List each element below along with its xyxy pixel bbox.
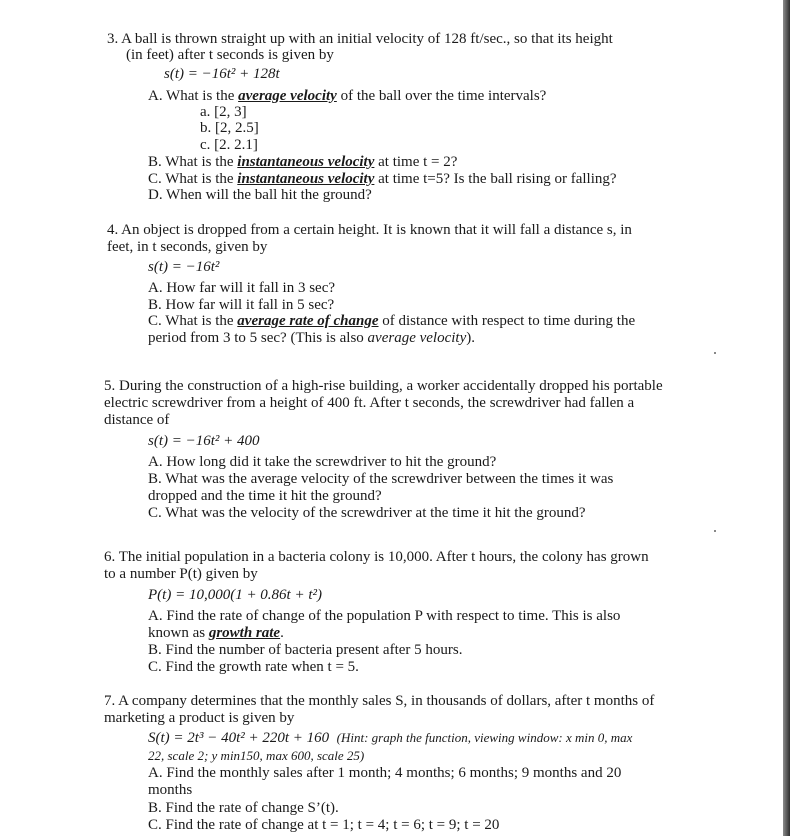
problem-3-interval-a: a. [2, 3] xyxy=(200,104,247,120)
problem-7-intro: 7. A company determines that the monthly sales S, in thousands of dollars, after t months of xyxy=(104,693,655,709)
problem-7-question-a: A. Find the monthly sales after 1 month; 4 months; 6 months; 9 months and 20 xyxy=(148,765,622,781)
problem-7-hint: (Hint: graph the function, viewing window: x min 0, max xyxy=(336,730,633,745)
problem-3-equation: s(t) = −16t² + 128t xyxy=(164,66,280,82)
problem-6-intro-cont: to a number P(t) given by xyxy=(104,566,258,582)
problem-7-intro-cont: marketing a product is given by xyxy=(104,710,295,726)
problem-5-equation: s(t) = −16t² + 400 xyxy=(148,433,260,449)
term-instantaneous-velocity: instantaneous velocity xyxy=(237,154,375,170)
problem-4-intro-cont: feet, in t seconds, given by xyxy=(107,239,268,255)
problem-3-question-a: A. What is the average velocity of the ball over the time intervals? xyxy=(148,88,547,104)
problem-3-interval-c: c. [2. 2.1] xyxy=(200,137,258,153)
problem-4-intro: 4. An object is dropped from a certain height. It is known that it will fall a distance s, in xyxy=(107,222,632,238)
problem-5-question-b: B. What was the average velocity of the screwdriver between the times it was xyxy=(148,471,614,487)
problem-5-intro-cont-2: distance of xyxy=(104,412,170,428)
problem-5-intro: 5. During the construction of a high-rise building, a worker accidentally dropped his portable xyxy=(104,378,663,394)
problem-3-interval-b: b. [2, 2.5] xyxy=(200,120,259,136)
problem-6-question-a-cont: known as growth rate. xyxy=(148,625,284,641)
problem-7-equation: S(t) = 2t³ − 40t² + 220t + 160 xyxy=(148,730,330,746)
problem-3-intro-cont: (in feet) after t seconds is given by xyxy=(126,47,334,63)
scan-speck xyxy=(714,530,716,532)
page-edge-shadow xyxy=(783,0,790,836)
term-instantaneous-velocity: instantaneous velocity xyxy=(237,171,375,187)
problem-5-question-b-cont: dropped and the time it hit the ground? xyxy=(148,488,382,504)
problem-4-equation: s(t) = −16t² xyxy=(148,259,220,275)
problem-3-question-b: B. What is the instantaneous velocity at time t = 2? xyxy=(148,154,458,170)
problem-6-question-a: A. Find the rate of change of the population P with respect to time. This is also xyxy=(148,608,621,624)
problem-4-question-b: B. How far will it fall in 5 sec? xyxy=(148,297,335,313)
problem-3-question-d: D. When will the ball hit the ground? xyxy=(148,187,372,203)
problem-3-question-c: C. What is the instantaneous velocity at time t=5? Is the ball rising or falling? xyxy=(148,171,617,187)
problem-7-question-b: B. Find the rate of change S’(t). xyxy=(148,800,339,816)
term-average-rate-of-change: average rate of change xyxy=(237,313,379,329)
problem-5-question-c: C. What was the velocity of the screwdriver at the time it hit the ground? xyxy=(148,505,586,521)
problem-5-question-a: A. How long did it take the screwdriver to hit the ground? xyxy=(148,454,497,470)
scan-speck xyxy=(714,352,716,354)
problem-6-equation: P(t) = 10,000(1 + 0.86t + t²) xyxy=(148,587,323,603)
problem-4-question-a: A. How far will it fall in 3 sec? xyxy=(148,280,336,296)
problem-4-question-c-cont: period from 3 to 5 sec? (This is also average velocity). xyxy=(148,330,475,346)
problem-4-question-c: C. What is the average rate of change of distance with respect to time during the xyxy=(148,313,636,329)
problem-7-hint-cont: 22, scale 2; y min150, max 600, scale 25) xyxy=(148,748,365,763)
problem-7-question-a-cont: months xyxy=(148,782,193,798)
term-average-velocity: average velocity xyxy=(238,88,337,104)
problem-6-intro: 6. The initial population in a bacteria colony is 10,000. After t hours, the colony has grown xyxy=(104,549,649,565)
problem-5-intro-cont-1: electric screwdriver from a height of 400 ft. After t seconds, the screwdriver had fallen a xyxy=(104,395,635,411)
problem-7-equation-row xyxy=(148,729,632,747)
term-growth-rate: growth rate xyxy=(208,625,281,641)
problem-6-question-c: C. Find the growth rate when t = 5. xyxy=(148,659,359,675)
problem-6-question-b: B. Find the number of bacteria present after 5 hours. xyxy=(148,642,463,658)
problem-3-intro: 3. A ball is thrown straight up with an initial velocity of 128 ft/sec., so that its height xyxy=(107,31,613,47)
problem-7-question-c: C. Find the rate of change at t = 1; t = 4; t = 6; t = 9; t = 20 xyxy=(148,817,500,833)
